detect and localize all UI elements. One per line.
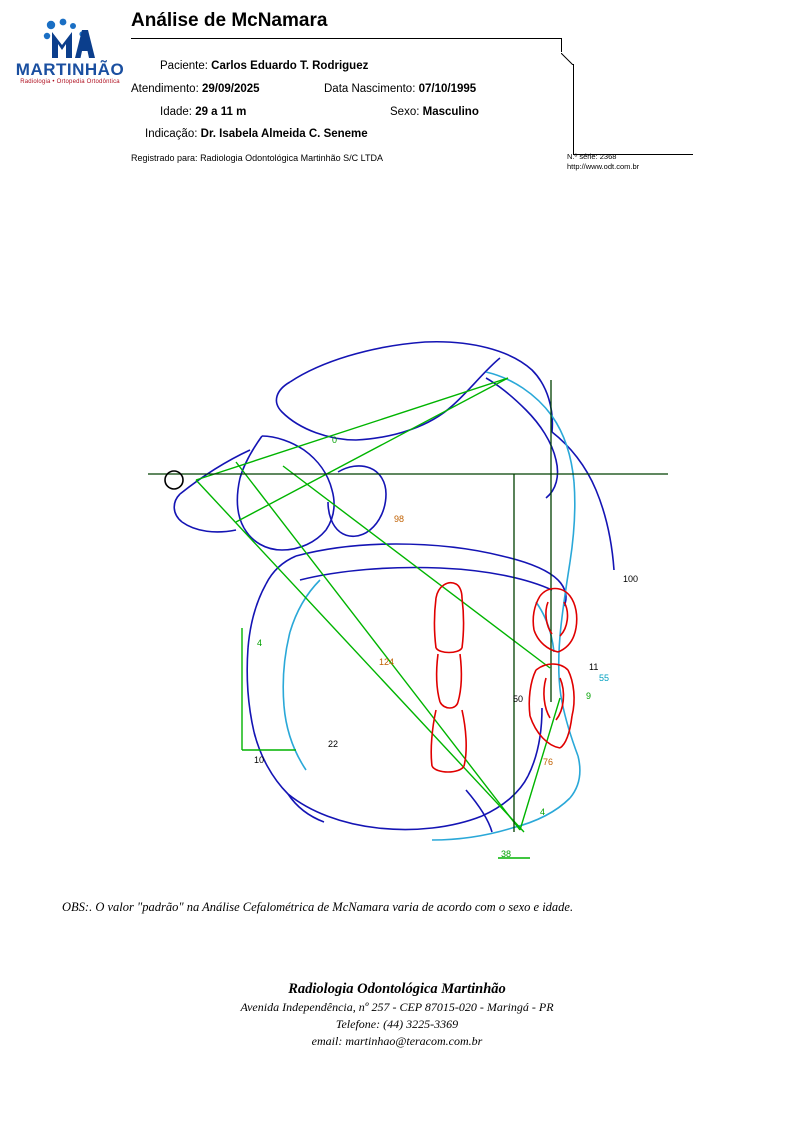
footer-email: email: martinhao@teracom.com.br <box>311 1034 483 1048</box>
cephalometric-tracing <box>0 250 794 890</box>
field-idade <box>160 106 246 118</box>
measurement-label-m-100: 100 <box>623 574 639 584</box>
header-rule-diagonal <box>561 52 573 64</box>
header-rule-right-lower <box>573 64 574 154</box>
field-registrado-label: Registrado para: <box>131 153 198 163</box>
logo-tagline: Radiologia • Ortopedia Ortodôntica <box>20 79 120 85</box>
field-indicacao-label: Indicação: <box>145 128 198 140</box>
footer-phone: Telefone: (44) 3225-3369 <box>335 1017 459 1031</box>
measurement-label-m-124: 124 <box>379 657 395 667</box>
footer-clinic-name: Radiologia Odontológica Martinhão <box>288 981 506 997</box>
field-atendimento-value: 29/09/2025 <box>201 83 260 95</box>
reference-lines-dark <box>148 380 668 832</box>
header-rule-top <box>131 38 561 39</box>
field-indicacao-value: Dr. Isabela Almeida C. Seneme <box>200 128 368 140</box>
field-indicacao <box>145 128 368 140</box>
serial-url: http://www.odt.com.br <box>567 162 640 171</box>
clinic-logo <box>10 18 130 88</box>
measurement-labels <box>254 435 638 859</box>
measurement-label-m-98: 98 <box>394 514 405 524</box>
field-paciente-label: Paciente: <box>160 60 208 72</box>
field-registrado-value: Radiologia Odontológica Martinhão S/C LTDA <box>200 153 383 163</box>
logo-name: MARTINHÃO <box>15 60 125 79</box>
field-nascimento <box>324 83 476 95</box>
measurement-label-m-4a: 4 <box>257 638 263 648</box>
serial-info <box>567 152 639 172</box>
serial-number: N.º série: 2368 <box>567 152 617 161</box>
measurement-label-m-10: 10 <box>254 755 265 765</box>
measurement-label-m-38: 38 <box>501 849 512 859</box>
field-nascimento-label: Data Nascimento: <box>324 83 416 95</box>
measurement-label-m-9: 9 <box>586 691 592 701</box>
document-footer <box>0 980 794 1050</box>
measurement-label-m-50: 50 <box>513 694 524 704</box>
tracing-svg <box>0 250 794 890</box>
field-sexo-label: Sexo: <box>390 106 420 118</box>
measurement-label-m-76: 76 <box>543 757 554 767</box>
measurement-label-m-22: 22 <box>328 739 339 749</box>
field-idade-label: Idade: <box>160 106 192 118</box>
field-registrado <box>131 153 383 163</box>
page-title: Análise de McNamara <box>131 10 328 31</box>
field-paciente <box>160 60 368 72</box>
measurement-label-m-55: 55 <box>599 673 610 683</box>
field-atendimento-label: Atendimento: <box>131 83 199 95</box>
document-header <box>0 0 794 190</box>
measurement-label-m-0: 0 <box>332 435 338 445</box>
observation-note: OBS:. O valor "padrão" na Análise Cefalométrica de McNamara varia de acordo com o sexo e idade. <box>62 900 574 914</box>
field-sexo <box>390 106 479 118</box>
field-nascimento-value: 07/10/1995 <box>418 83 477 95</box>
measurement-lines-green <box>196 378 560 858</box>
field-sexo-value: Masculino <box>422 106 479 118</box>
footer-address: Avenida Independência, nº 257 - CEP 87015-020 - Maringá - PR <box>240 1000 554 1014</box>
logo-mark-icon <box>42 18 96 60</box>
field-idade-value: 29 a 11 m <box>195 106 247 118</box>
header-rule-right <box>561 38 562 52</box>
measurement-label-m-4b: 4 <box>540 807 546 817</box>
field-atendimento <box>131 83 260 95</box>
field-paciente-value: Carlos Eduardo T. Rodriguez <box>211 60 369 72</box>
measurement-label-m-11: 11 <box>589 662 599 672</box>
